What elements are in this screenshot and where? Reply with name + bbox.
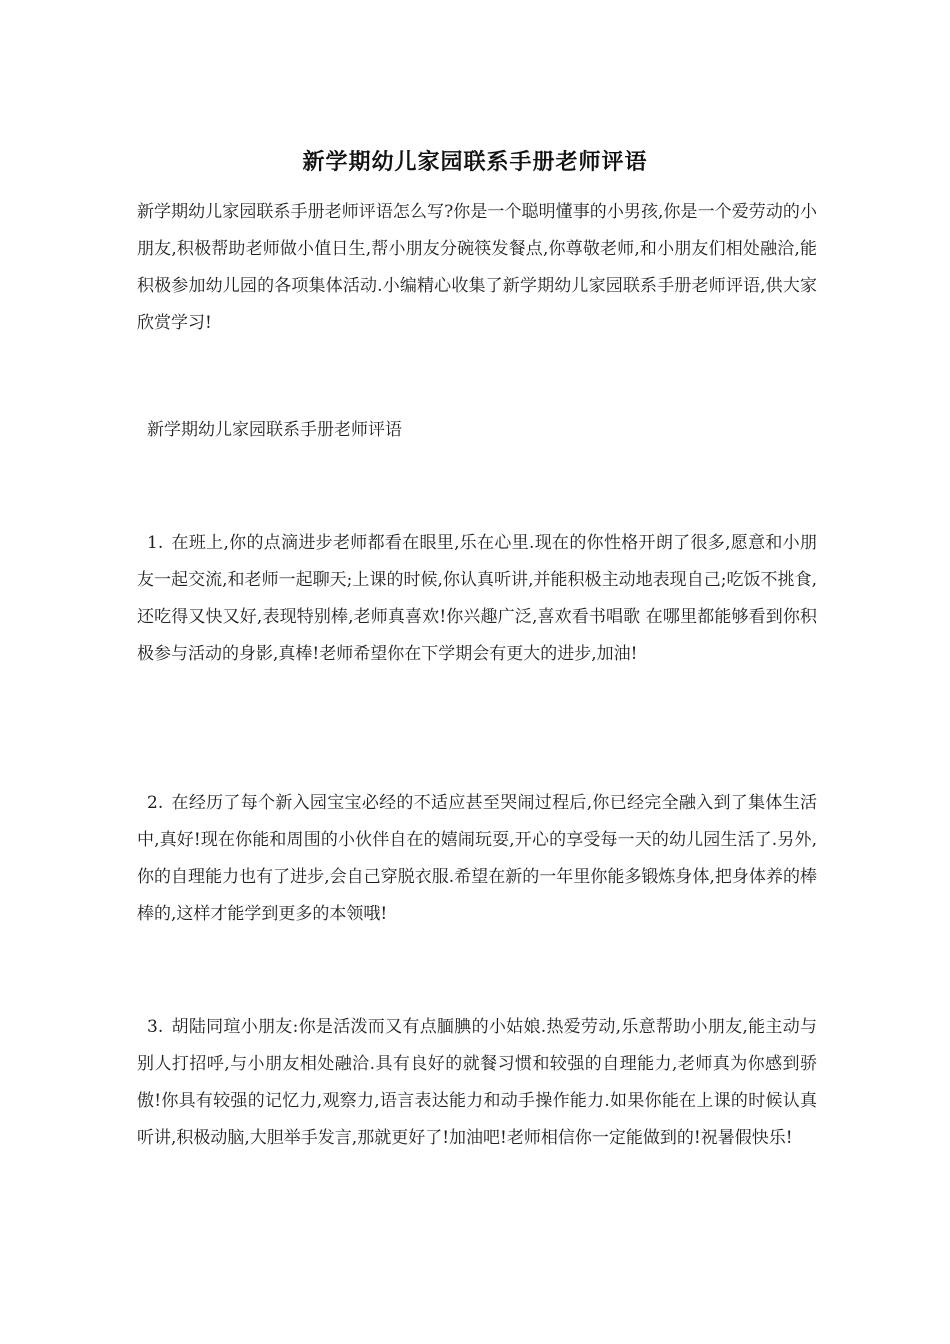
comment-item-2 [137,785,817,933]
comment-item-3 [137,1009,817,1157]
page-title: 新学期幼儿家园联系手册老师评语 [302,149,648,175]
section-heading: 新学期幼儿家园联系手册老师评语 [147,420,402,440]
item-number: 1. [147,533,164,553]
item-number: 3. [147,1017,164,1037]
item-number: 2. [147,793,164,813]
intro-paragraph: 新学期幼儿家园联系手册老师评语怎么写?你是一个聪明懂事的小男孩,你是一个爱劳动的小朋友,积极帮助老师做小值日生,帮小朋友分碗筷发餐点,你尊敬老师,和小朋友们相处融洽,能积极参加幼儿园的各项集体活动.小编精心收集了新学期幼儿家园联系手册老师评语,供大家欣赏学习! [137,202,817,333]
item-text: 在班上,你的点滴进步老师都看在眼里,乐在心里.现在的你性格开朗了很多,愿意和小朋友一起交流,和老师一起聊天;上课的时候,你认真听讲,并能积极主动地表现自己;吃饭不挑食,还吃得又快又好,表现特别棒,老师真喜欢!你兴趣广泛,喜欢看书唱歌 在哪里都能够看到你积极参与活动的身影,真棒!老师希望你在下学期会有更大的进步,加油! [137,533,817,664]
item-text: 胡陆同瑄小朋友:你是活泼而又有点腼腆的小姑娘.热爱劳动,乐意帮助小朋友,能主动与别人打招呼,与小朋友相处融洽.具有良好的就餐习惯和较强的自理能力,老师真为你感到骄傲!你具有较强的记忆力,观察力,语言表达能力和动手操作能力.如果你能在上课的时候认真听讲,积极动脑,大胆举手发言,那就更好了!加油吧!老师相信你一定能做到的!祝暑假快乐! [137,1017,817,1148]
item-text: 在经历了每个新入园宝宝必经的不适应甚至哭闹过程后,你已经完全融入到了集体生活中,真好!现在你能和周围的小伙伴自在的嬉闹玩耍,开心的享受每一天的幼儿园生活了.另外,你的自理能力也有了进步,会自己穿脱衣服.希望在新的一年里你能多锻炼身体,把身体养的棒棒的,这样才能学到更多的本领哦! [137,793,817,924]
comment-item-1 [137,525,817,673]
